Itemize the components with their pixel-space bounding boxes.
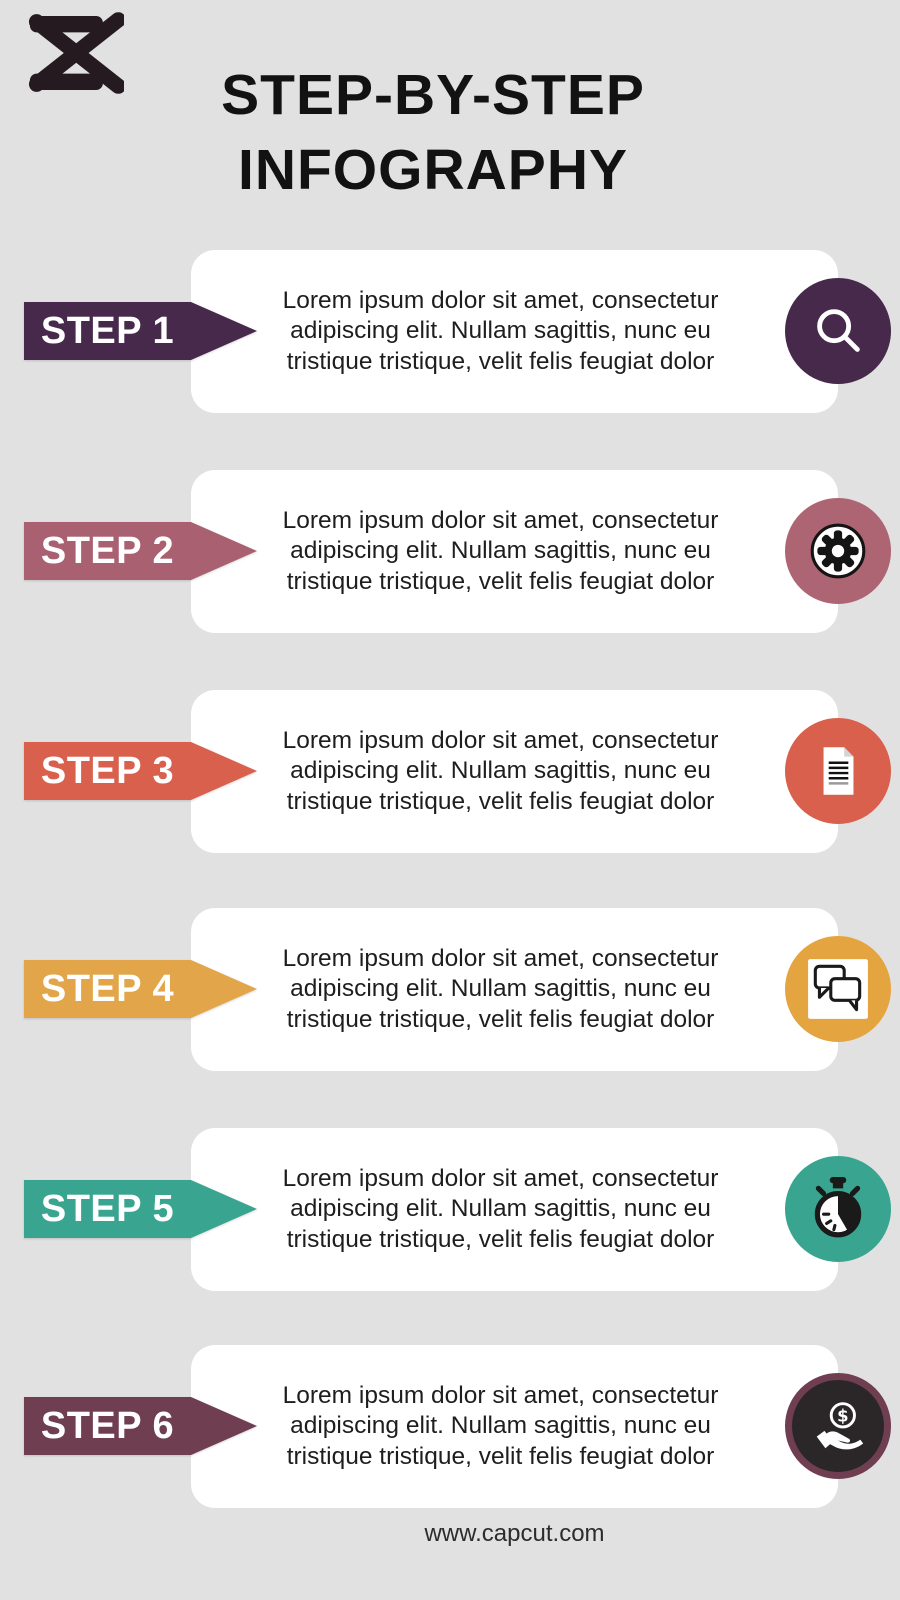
chat-icon [785,936,891,1042]
step-card [191,1128,838,1291]
step-label: STEP 5 [24,1180,191,1238]
banner-arrow-point [191,522,257,580]
stopwatch-icon [785,1156,891,1262]
banner-arrow-point [191,302,257,360]
step-card [191,1345,838,1508]
step-card [191,908,838,1071]
step-banner [24,302,257,360]
gear-icon [785,498,891,604]
document-icon [785,718,891,824]
banner-arrow-point [191,960,257,1018]
step-label: STEP 2 [24,522,191,580]
step-banner [24,960,257,1018]
step-label: STEP 4 [24,960,191,1018]
step-label: STEP 6 [24,1397,191,1455]
step-row-4 [0,908,900,1071]
step-description: Lorem ipsum dolor sit amet, consectetur adipiscing elit. Nullam sagittis, nunc eu tristique tristique, velit felis feugiat dolor [282,944,719,1033]
title-line-1: STEP-BY-STEP [221,63,645,127]
step-row-5 [0,1128,900,1291]
step-label: STEP 3 [24,742,191,800]
step-description: Lorem ipsum dolor sit amet, consectetur adipiscing elit. Nullam sagittis, nunc eu tristique tristique, velit felis feugiat dolor [282,286,719,375]
title-line-2: INFOGRAPHY [237,138,629,202]
step-description: Lorem ipsum dolor sit amet, consectetur adipiscing elit. Nullam sagittis, nunc eu tristique tristique, velit felis feugiat dolor [282,1164,719,1253]
banner-arrow-point [191,742,257,800]
step-card [191,250,838,413]
step-card [191,690,838,853]
step-banner [24,742,257,800]
step-row-6 [0,1345,900,1508]
step-card [191,470,838,633]
step-description: Lorem ipsum dolor sit amet, consectetur adipiscing elit. Nullam sagittis, nunc eu tristique tristique, velit felis feugiat dolor [282,1381,719,1470]
step-row-2 [0,470,900,633]
step-banner [24,522,257,580]
step-row-3 [0,690,900,853]
svg-text:$: $ [837,1406,849,1426]
search-icon [785,278,891,384]
step-description: Lorem ipsum dolor sit amet, consectetur adipiscing elit. Nullam sagittis, nunc eu tristique tristique, velit felis feugiat dolor [282,726,719,815]
step-label: STEP 1 [24,302,191,360]
step-banner [24,1180,257,1238]
step-row-1 [0,250,900,413]
step-description: Lorem ipsum dolor sit amet, consectetur adipiscing elit. Nullam sagittis, nunc eu tristique tristique, velit felis feugiat dolor [282,506,719,595]
page-title [0,58,866,208]
step-banner [24,1397,257,1455]
footer-url: www.capcut.com [424,1520,605,1547]
money-hand-icon [785,1373,891,1479]
banner-arrow-point [191,1180,257,1238]
banner-arrow-point [191,1397,257,1455]
